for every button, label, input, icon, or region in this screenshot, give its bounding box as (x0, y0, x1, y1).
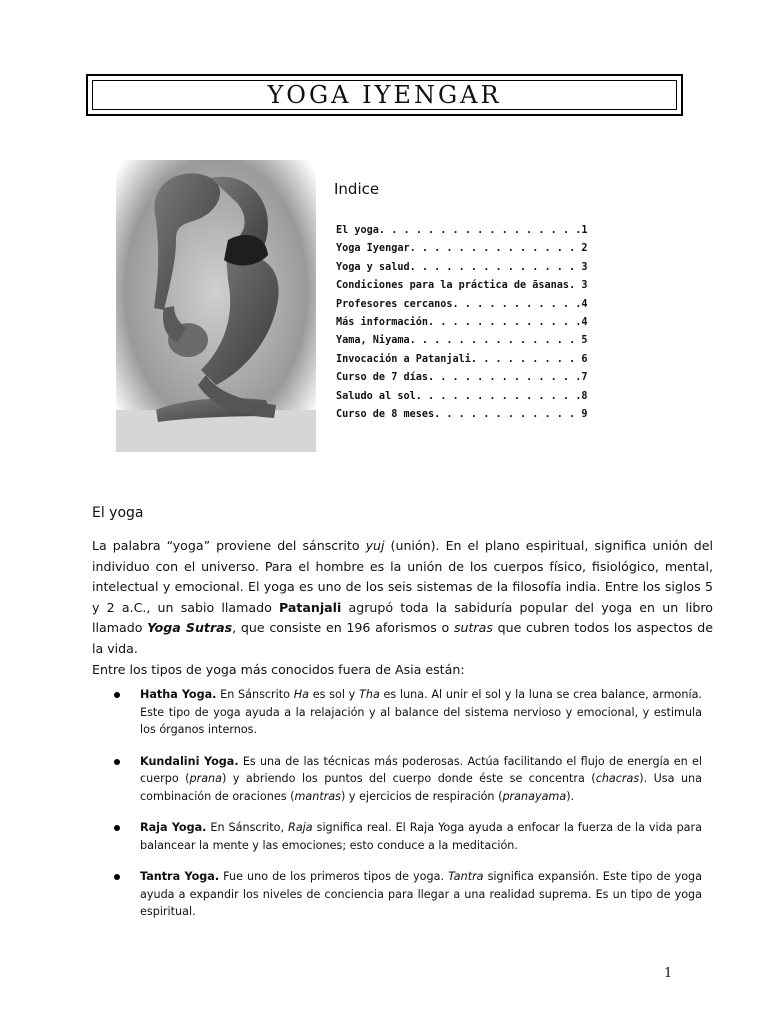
text-run: es luna. Al unir el sol y la luna se crea balance, armonía. Este tipo de yoga ayuda a la relajación y al balance del sistema nervioso y emocional, y estimula los órganos internos. (140, 688, 702, 736)
list-item-tantra (104, 868, 702, 921)
text-run: ) y ejercicios de respiración ( (340, 789, 503, 803)
bullet-icon (114, 759, 120, 765)
item-name: Hatha Yoga. (140, 688, 217, 701)
text-run: La palabra “yoga” proviene del sánscrito (92, 538, 366, 553)
list-item-raja (104, 819, 702, 854)
text-run: es sol y (309, 688, 360, 701)
italic-term: mantras (294, 789, 341, 803)
toc-entry: El yoga. . . . . . . . . . . . . . . . .1 (336, 225, 588, 236)
italic-term: Ha (293, 688, 309, 701)
toc-entry: Condiciones para la práctica de āsanas. 3 (336, 280, 588, 292)
italic-term: chacras (595, 772, 640, 785)
text-run: agrupó toda la sabiduría popular del yoga en un libro llamado (92, 599, 713, 635)
toc-entry: Saludo al sol. . . . . . . . . . . . . .8 (336, 390, 588, 402)
toc-entry: Curso de 7 días. . . . . . . . . . . . .7 (336, 372, 588, 384)
text-run: ) y abriendo los puntos del cuerpo donde éste se concentra ( (222, 772, 596, 785)
text-run: significa real. El Raja Yoga ayuda a enfocar la fuerza de la vida para balancear la mente y las emociones; esto conduce a la meditación. (140, 821, 702, 852)
toc-entry: Yoga y salud. . . . . . . . . . . . . . 3 (336, 261, 588, 273)
italic-term: yuj (365, 538, 385, 553)
section-heading: El yoga (92, 505, 144, 521)
italic-term: sutras (453, 620, 493, 635)
text-run: que cubren todos los aspectos de la vida. (92, 620, 713, 656)
item-name: Kundalini Yoga. (140, 754, 239, 768)
italic-term: pranayama (502, 789, 567, 803)
text-run: En Sánscrito (216, 688, 294, 701)
bullet-icon (114, 692, 120, 698)
intro-paragraph (92, 536, 713, 659)
text-run: En Sánscrito, (206, 821, 289, 834)
page-number: 1 (664, 966, 673, 981)
book-title: Yoga Sutras (147, 620, 233, 635)
list-item-kundalini (104, 753, 702, 806)
title-frame (86, 74, 683, 116)
toc-entry: Curso de 8 meses. . . . . . . . . . . . 9 (336, 409, 588, 421)
text-run: ). (566, 789, 575, 803)
text-run: Es una de las técnicas más poderosas. Actúa facilitando el flujo de energía en el cuerpo ( (140, 754, 702, 785)
list-item-hatha (104, 686, 702, 739)
index-heading: Indice (334, 180, 380, 198)
table-of-contents (336, 222, 587, 424)
italic-term: Tha (359, 688, 380, 701)
text-run: ). Usa una combinación de oraciones ( (140, 772, 702, 803)
bullet-icon (114, 874, 120, 880)
item-name: Tantra Yoga. (140, 870, 220, 883)
italic-term: Tantra (448, 870, 484, 883)
yoga-types-list (104, 686, 702, 935)
document-title: YOGA IYENGAR (267, 81, 502, 109)
yoga-pose-photo (116, 160, 316, 452)
types-intro: Entre los tipos de yoga más conocidos fuera de Asia están: (92, 662, 465, 677)
bullet-icon (114, 825, 120, 831)
text-run: , que consiste en 196 aforismos o (232, 620, 454, 635)
text-run: significa expansión. Este tipo de yoga ayuda a expandir los niveles de conciencia para llegar a una realidad suprema. Es un tipo de yoga espiritual. (140, 870, 703, 918)
title-inner-frame (92, 80, 677, 110)
italic-term: prana (189, 772, 223, 785)
toc-entry: Yoga Iyengar. . . . . . . . . . . . . . 2 (336, 243, 588, 255)
toc-entry: Profesores cercanos. . . . . . . . . . .4 (336, 298, 588, 310)
toc-entry: Yama, Niyama. . . . . . . . . . . . . . 5 (336, 335, 588, 347)
toc-entry: Invocación a Patanjali. . . . . . . . . 6 (336, 353, 588, 365)
item-name: Raja Yoga. (140, 821, 207, 834)
text-run: Fue uno de los primeros tipos de yoga. (219, 870, 449, 883)
toc-entry: Más información. . . . . . . . . . . . .4 (336, 317, 588, 329)
text-run: (unión). En el plano espiritual, significa unión del individuo con el universo. Para el hombre es la unión de los cuerpos físico, fisiológico, mental, intelectual y emocional. El yoga es uno de los seis sistemas de la filosofía india. Entre los siglos 5 y 2 a.C., un sabio llamado (92, 538, 713, 615)
bold-term: Patanjali (278, 599, 342, 615)
italic-term: Raja (288, 821, 313, 834)
